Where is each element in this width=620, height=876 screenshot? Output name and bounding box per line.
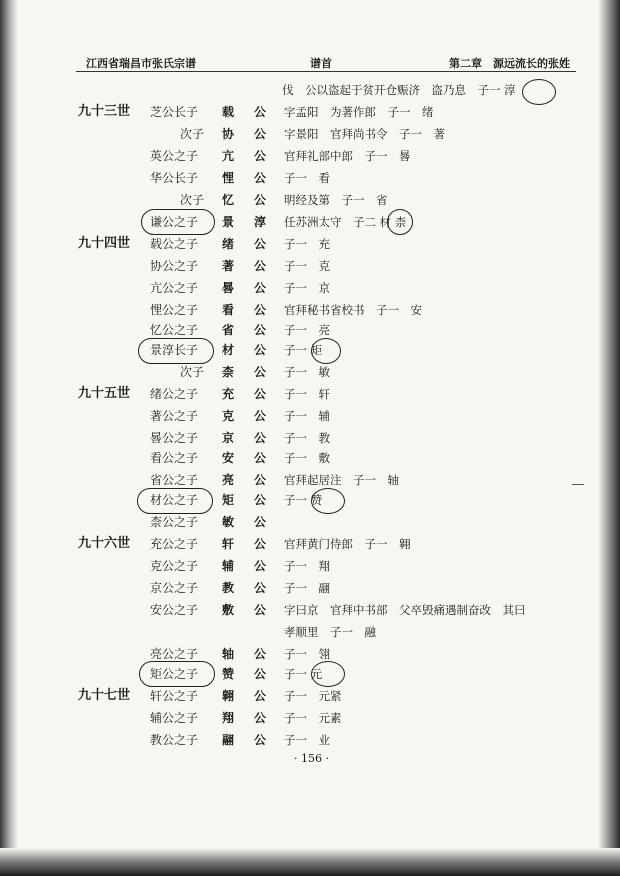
given-name: 晷 bbox=[222, 281, 235, 295]
biography-note: 子一 矩 bbox=[284, 343, 323, 357]
name-suffix: 公 bbox=[254, 409, 267, 423]
name-suffix: 公 bbox=[254, 473, 267, 487]
genealogy-row bbox=[0, 578, 600, 598]
given-name: 轴 bbox=[222, 647, 235, 661]
biography-note: 子一 敏 bbox=[284, 365, 330, 379]
biography-note: 子一 元素 bbox=[284, 711, 342, 725]
given-name: 协 bbox=[222, 127, 235, 141]
generation-label: 九十六世 bbox=[78, 536, 131, 551]
given-name: 绪 bbox=[222, 237, 235, 251]
name-suffix: 公 bbox=[254, 581, 267, 595]
parent-label: 看公之子 bbox=[150, 451, 199, 465]
genealogy-row bbox=[0, 300, 600, 320]
genealogy-row bbox=[0, 384, 600, 404]
genealogy-row bbox=[0, 556, 600, 576]
genealogy-row bbox=[0, 362, 600, 382]
biography-note: 子一 翮 bbox=[284, 581, 330, 595]
given-name: 著 bbox=[222, 259, 235, 273]
parent-label: 晷公之子 bbox=[150, 431, 199, 445]
genealogy-row bbox=[0, 534, 600, 554]
given-name: 忆 bbox=[222, 193, 235, 207]
name-suffix: 公 bbox=[254, 259, 267, 273]
genealogy-row bbox=[0, 212, 600, 232]
genealogy-row bbox=[0, 428, 600, 448]
parent-label: 英公之子 bbox=[150, 149, 199, 163]
given-name: 辅 bbox=[222, 559, 235, 573]
parent-label: 轩公之子 bbox=[150, 689, 199, 703]
parent-label: 绪公之子 bbox=[150, 387, 199, 401]
name-suffix: 公 bbox=[254, 343, 267, 357]
biography-note: 子一 教 bbox=[284, 431, 330, 445]
genealogy-row bbox=[0, 340, 600, 360]
header-chapter: 第二章 源远流长的张姓 bbox=[449, 57, 570, 70]
parent-label: 亢公之子 bbox=[150, 281, 199, 295]
biography-note: 字孟阳 为著作郎 子一 绪 bbox=[284, 105, 434, 119]
genealogy-row bbox=[0, 708, 600, 728]
given-name: 翔 bbox=[222, 711, 235, 725]
biography-note: 子一 元紧 bbox=[284, 689, 342, 703]
genealogy-row bbox=[0, 664, 600, 684]
parent-label: 景淳长子 bbox=[150, 343, 199, 357]
parent-label: 协公之子 bbox=[150, 259, 199, 273]
name-suffix: 公 bbox=[254, 603, 267, 617]
name-suffix: 公 bbox=[254, 733, 267, 747]
given-name: 悝 bbox=[222, 171, 235, 185]
genealogy-row bbox=[0, 102, 600, 122]
biography-note: 伐 公以盗起于贫开仓赈济 盗乃息 子一 淳 bbox=[282, 83, 516, 97]
genealogy-row bbox=[0, 600, 600, 620]
name-suffix: 公 bbox=[254, 387, 267, 401]
genealogy-row bbox=[0, 124, 600, 144]
parent-label: 克公之子 bbox=[150, 559, 199, 573]
genealogy-row bbox=[0, 622, 600, 642]
name-suffix: 公 bbox=[254, 689, 267, 703]
parent-label: 柰公之子 bbox=[150, 515, 199, 529]
parent-label: 忆公之子 bbox=[150, 323, 199, 337]
name-suffix: 公 bbox=[254, 537, 267, 551]
biography-note: 孝顺里 子一 融 bbox=[284, 625, 376, 639]
genealogy-row bbox=[0, 406, 600, 426]
biography-note: 子一 翎 bbox=[284, 647, 330, 661]
stray-mark bbox=[572, 484, 584, 485]
genealogy-row bbox=[0, 234, 600, 254]
name-suffix: 公 bbox=[254, 451, 267, 465]
name-suffix: 公 bbox=[254, 127, 267, 141]
biography-note: 子一 京 bbox=[284, 281, 330, 295]
scan-shadow-right bbox=[598, 0, 620, 876]
given-name: 亢 bbox=[222, 149, 235, 163]
given-name: 省 bbox=[222, 323, 235, 337]
given-name: 京 bbox=[222, 431, 235, 445]
genealogy-row bbox=[0, 278, 600, 298]
parent-label: 次子 bbox=[180, 193, 205, 207]
biography-note: 子一 业 bbox=[284, 733, 330, 747]
name-suffix: 公 bbox=[254, 303, 267, 317]
genealogy-row bbox=[0, 470, 600, 490]
biography-note: 字景阳 官拜尚书令 子一 著 bbox=[284, 127, 445, 141]
name-suffix: 公 bbox=[254, 237, 267, 251]
genealogy-row bbox=[0, 730, 600, 750]
page-number: · 156 · bbox=[294, 752, 329, 765]
given-name: 敏 bbox=[222, 515, 235, 529]
name-suffix: 公 bbox=[254, 711, 267, 725]
scan-shadow-bottom bbox=[0, 848, 620, 876]
name-suffix: 公 bbox=[254, 365, 267, 379]
name-suffix: 公 bbox=[254, 171, 267, 185]
genealogy-row bbox=[0, 320, 600, 340]
name-suffix: 公 bbox=[254, 105, 267, 119]
given-name: 赞 bbox=[222, 667, 235, 681]
given-name: 柰 bbox=[222, 365, 235, 379]
given-name: 材 bbox=[222, 343, 235, 357]
name-suffix: 公 bbox=[254, 559, 267, 573]
running-header bbox=[86, 52, 570, 70]
generation-label: 九十四世 bbox=[78, 236, 131, 251]
biography-note: 任苏洲太守 子二 材 柰 bbox=[284, 215, 407, 229]
biography-note: 官拜秘书省校书 子一 安 bbox=[284, 303, 422, 317]
given-name: 敷 bbox=[222, 603, 235, 617]
parent-label: 教公之子 bbox=[150, 733, 199, 747]
genealogy-row bbox=[0, 686, 600, 706]
name-suffix: 公 bbox=[254, 667, 267, 681]
biography-note: 官拜起居注 子一 轴 bbox=[284, 473, 399, 487]
generation-label: 九十三世 bbox=[78, 104, 131, 119]
given-name: 看 bbox=[222, 303, 235, 317]
generation-label: 九十五世 bbox=[78, 386, 131, 401]
parent-label: 亮公之子 bbox=[150, 647, 199, 661]
biography-note: 子一 充 bbox=[284, 237, 330, 251]
given-name: 克 bbox=[222, 409, 235, 423]
given-name: 安 bbox=[222, 451, 235, 465]
biography-note: 子一 赞 bbox=[284, 493, 323, 507]
biography-note: 子一 元 bbox=[284, 667, 323, 681]
genealogy-row bbox=[0, 146, 600, 166]
given-name: 翮 bbox=[222, 733, 235, 747]
header-section: 谱首 bbox=[310, 57, 332, 70]
given-name: 亮 bbox=[222, 473, 235, 487]
given-name: 矩 bbox=[222, 493, 235, 507]
given-name: 载 bbox=[222, 105, 235, 119]
genealogy-row bbox=[0, 512, 600, 532]
genealogy-row bbox=[0, 168, 600, 188]
genealogy-row bbox=[0, 80, 600, 100]
parent-label: 华公长子 bbox=[150, 171, 199, 185]
biography-note: 官拜礼部中郎 子一 晷 bbox=[284, 149, 411, 163]
name-suffix: 公 bbox=[254, 431, 267, 445]
genealogy-row bbox=[0, 190, 600, 210]
name-suffix: 公 bbox=[254, 193, 267, 207]
biography-note: 子一 敷 bbox=[284, 451, 330, 465]
name-suffix: 公 bbox=[254, 647, 267, 661]
generation-label: 九十七世 bbox=[78, 688, 131, 703]
header-rule bbox=[76, 71, 576, 72]
parent-label: 次子 bbox=[180, 365, 205, 379]
biography-note: 子一 翔 bbox=[284, 559, 330, 573]
biography-note: 子一 看 bbox=[284, 171, 330, 185]
parent-label: 著公之子 bbox=[150, 409, 199, 423]
biography-note: 子一 轩 bbox=[284, 387, 330, 401]
biography-note: 字曰京 官拜中书部 父卒毁痛遇制奋改 其曰 bbox=[284, 603, 526, 617]
biography-note: 子一 辅 bbox=[284, 409, 330, 423]
given-name: 充 bbox=[222, 387, 235, 401]
parent-label: 充公之子 bbox=[150, 537, 199, 551]
genealogy-row bbox=[0, 490, 600, 510]
parent-label: 京公之子 bbox=[150, 581, 199, 595]
biography-note: 子一 亮 bbox=[284, 323, 330, 337]
name-suffix: 淳 bbox=[254, 215, 267, 229]
parent-label: 矩公之子 bbox=[150, 667, 199, 681]
parent-label: 芝公长子 bbox=[150, 105, 199, 119]
parent-label: 省公之子 bbox=[150, 473, 199, 487]
parent-label: 载公之子 bbox=[150, 237, 199, 251]
parent-label: 谦公之子 bbox=[150, 215, 199, 229]
parent-label: 悝公之子 bbox=[150, 303, 199, 317]
name-suffix: 公 bbox=[254, 493, 267, 507]
genealogy-row bbox=[0, 256, 600, 276]
biography-note: 官拜黄门侍郎 子一 翱 bbox=[284, 537, 411, 551]
header-book-title: 江西省瑞昌市张氏宗谱 bbox=[86, 57, 196, 70]
given-name: 轩 bbox=[222, 537, 235, 551]
given-name: 翱 bbox=[222, 689, 235, 703]
biography-note: 子一 克 bbox=[284, 259, 330, 273]
name-suffix: 公 bbox=[254, 323, 267, 337]
given-name: 教 bbox=[222, 581, 235, 595]
biography-note: 明经及第 子一 省 bbox=[284, 193, 388, 207]
name-suffix: 公 bbox=[254, 281, 267, 295]
given-name: 景 bbox=[222, 215, 235, 229]
parent-label: 安公之子 bbox=[150, 603, 199, 617]
genealogy-row bbox=[0, 448, 600, 468]
parent-label: 次子 bbox=[180, 127, 205, 141]
parent-label: 辅公之子 bbox=[150, 711, 199, 725]
parent-label: 材公之子 bbox=[150, 493, 199, 507]
name-suffix: 公 bbox=[254, 149, 267, 163]
name-suffix: 公 bbox=[254, 515, 267, 529]
genealogy-row bbox=[0, 644, 600, 664]
